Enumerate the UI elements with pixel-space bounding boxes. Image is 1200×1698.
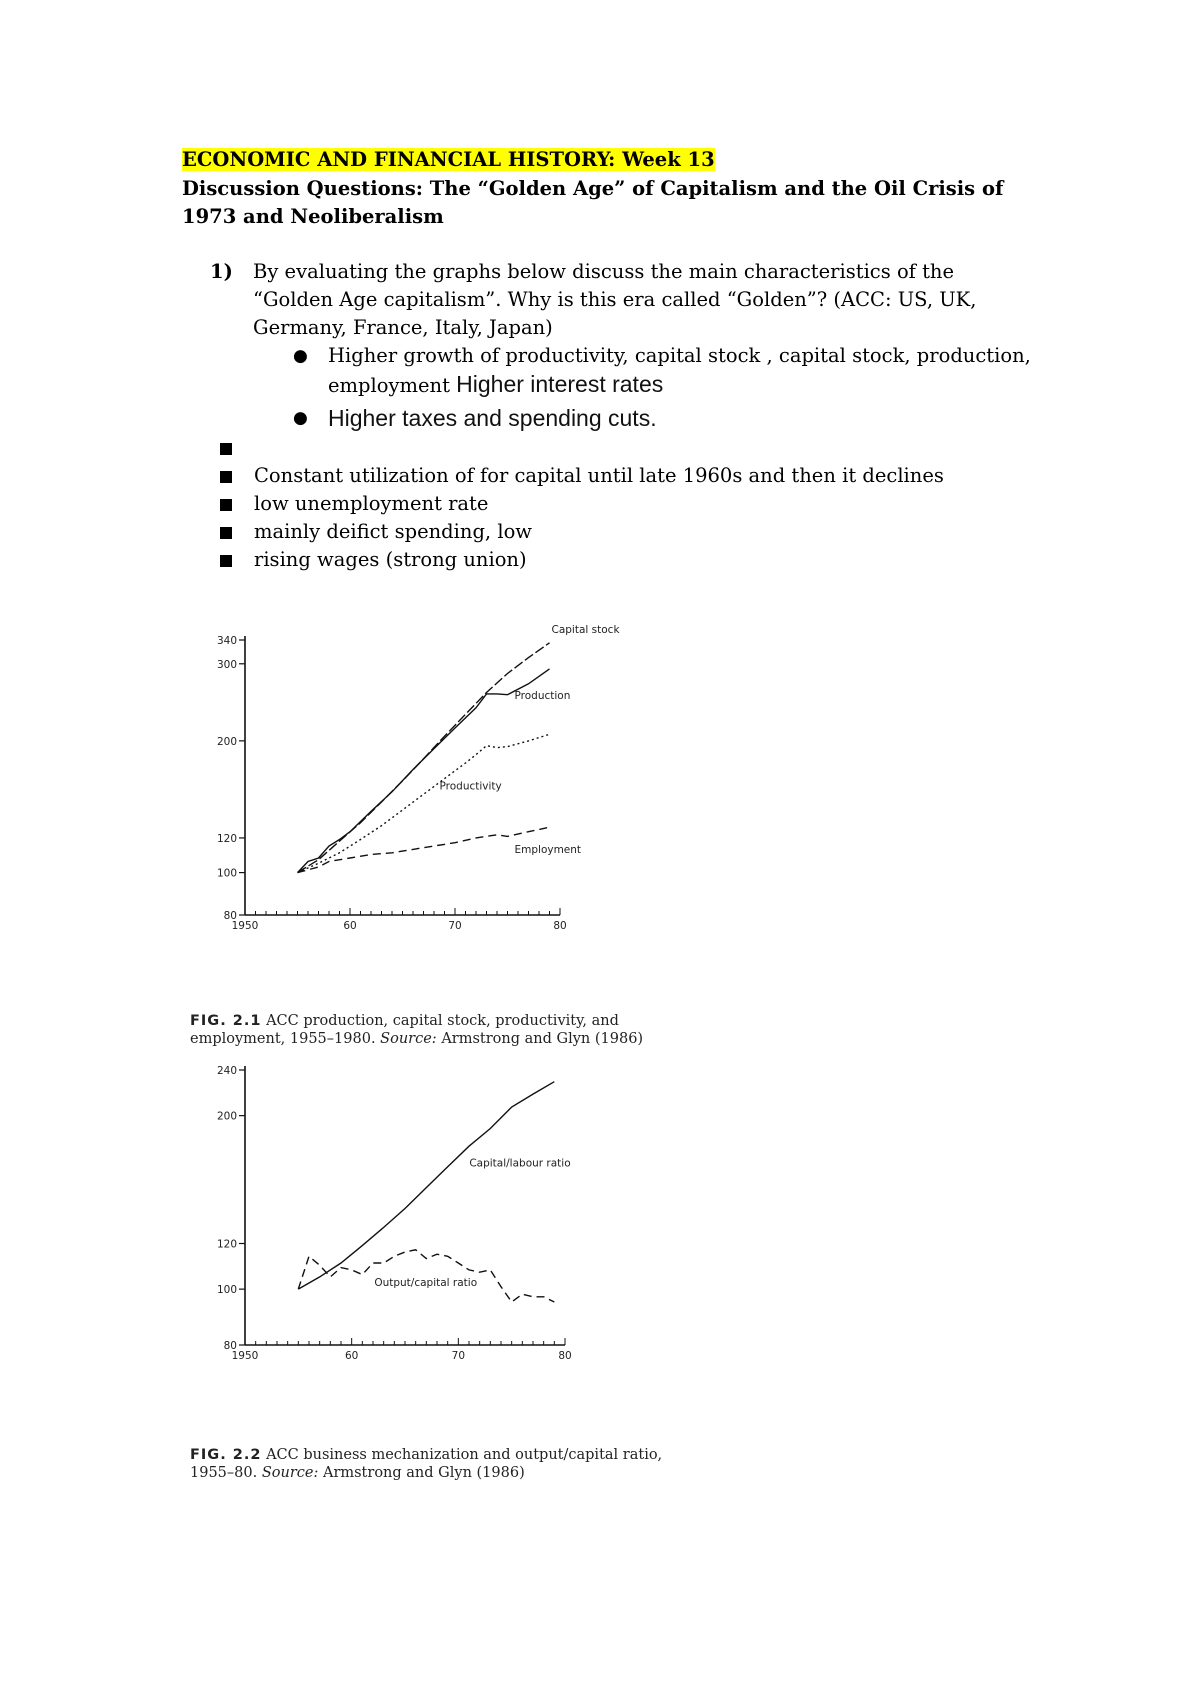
series-line	[298, 827, 550, 872]
figure-2-chart	[215, 1060, 685, 1430]
square-bullet-item	[220, 518, 1120, 546]
x-tick-label: 1950	[231, 1350, 259, 1362]
square-bullet-icon	[220, 471, 232, 483]
title-highlight: ECONOMIC AND FINANCIAL HISTORY: Week 13	[182, 148, 715, 171]
x-tick-label: 60	[343, 920, 357, 932]
y-tick-label: 100	[216, 867, 237, 880]
square-bullet-icon	[220, 527, 232, 539]
figure-1-source-label: Source:	[380, 1031, 437, 1047]
x-tick-label: 70	[448, 920, 462, 932]
bullet-text: Constant utilization of for capital until late 1960s and then it declines	[254, 464, 944, 487]
bullet-text: mainly deifict spending, low	[254, 520, 532, 543]
square-bullet-item	[220, 546, 1120, 574]
figure-1-source: Armstrong and Glyn (1986)	[441, 1031, 644, 1047]
figure-1-caption	[190, 1012, 690, 1048]
x-tick-label: 1950	[231, 920, 259, 932]
x-tick-label: 80	[558, 1350, 572, 1362]
y-tick-label: 100	[216, 1284, 237, 1297]
round-bullet-icon: ●	[293, 346, 308, 366]
question-1	[210, 258, 1040, 342]
square-bullet-icon	[220, 555, 232, 567]
bullet-text: Higher growth of productivity, capital stock , capital stock, production, employment	[328, 344, 1031, 397]
round-bullet-icon: ●	[293, 408, 308, 428]
round-bullet-item	[253, 342, 1053, 400]
y-tick-label: 240	[216, 1065, 237, 1077]
series-line	[298, 643, 550, 873]
x-tick-label: 80	[553, 920, 567, 932]
figure-1-label: FIG. 2.1	[190, 1013, 262, 1029]
y-tick-label: 120	[216, 832, 237, 845]
y-tick-label: 340	[216, 635, 237, 647]
bullet-text: low unemployment rate	[254, 492, 489, 515]
question-number: 1)	[210, 260, 233, 283]
figure-1-caption-text: ACC production, capital stock, productivity, and employment, 1955–1980.	[190, 1013, 619, 1047]
y-tick-label: 300	[216, 658, 237, 671]
series-line	[298, 669, 550, 873]
x-tick-label: 70	[451, 1350, 466, 1362]
document-subtitle: Discussion Questions: The “Golden Age” of Capitalism and the Oil Crisis of 1973 and Neoliberalism	[182, 177, 1004, 228]
figure-2-label: FIG. 2.2	[190, 1447, 262, 1463]
series-line	[298, 1250, 554, 1302]
figure-2-source: Armstrong and Glyn (1986)	[322, 1465, 525, 1481]
round-bullet-item	[253, 404, 1053, 434]
series-label: Production	[514, 689, 571, 702]
x-tick-label: 60	[344, 1350, 359, 1362]
series-label: Employment	[514, 844, 582, 857]
series-label: Capital stock	[551, 623, 620, 636]
square-bullet-icon	[220, 499, 232, 511]
square-bullet-item	[220, 462, 1120, 490]
bullet-text: rising wages (strong union)	[254, 548, 527, 571]
figure-1-chart	[215, 623, 685, 1000]
y-tick-label: 80	[223, 1340, 237, 1352]
square-bullet-item	[220, 490, 1120, 518]
y-tick-label: 120	[216, 1238, 237, 1251]
figure-2-caption	[190, 1446, 690, 1482]
figure-2-source-label: Source:	[261, 1465, 319, 1481]
bullet-extra-text: Higher taxes and spending cuts.	[328, 405, 657, 431]
y-tick-label: 80	[223, 910, 237, 922]
y-tick-label: 200	[216, 1110, 237, 1123]
series-label: Productivity	[439, 780, 502, 793]
series-label: Capital/labour ratio	[469, 1157, 571, 1170]
series-label: Output/capital ratio	[374, 1276, 478, 1289]
document-title	[182, 148, 715, 172]
bullet-extra-text: Higher interest rates	[456, 371, 664, 397]
question-text: By evaluating the graphs below discuss the main characteristics of the “Golden Age capitalism”. Why is this era called “Golden”? (ACC: US, UK, Germany, France, Italy, Japan)	[253, 260, 977, 339]
square-bullet-icon	[220, 443, 232, 455]
y-tick-label: 200	[216, 735, 237, 748]
series-line	[298, 734, 550, 872]
figure-2-caption-text: ACC business mechanization and output/capital ratio, 1955–80.	[190, 1447, 663, 1481]
